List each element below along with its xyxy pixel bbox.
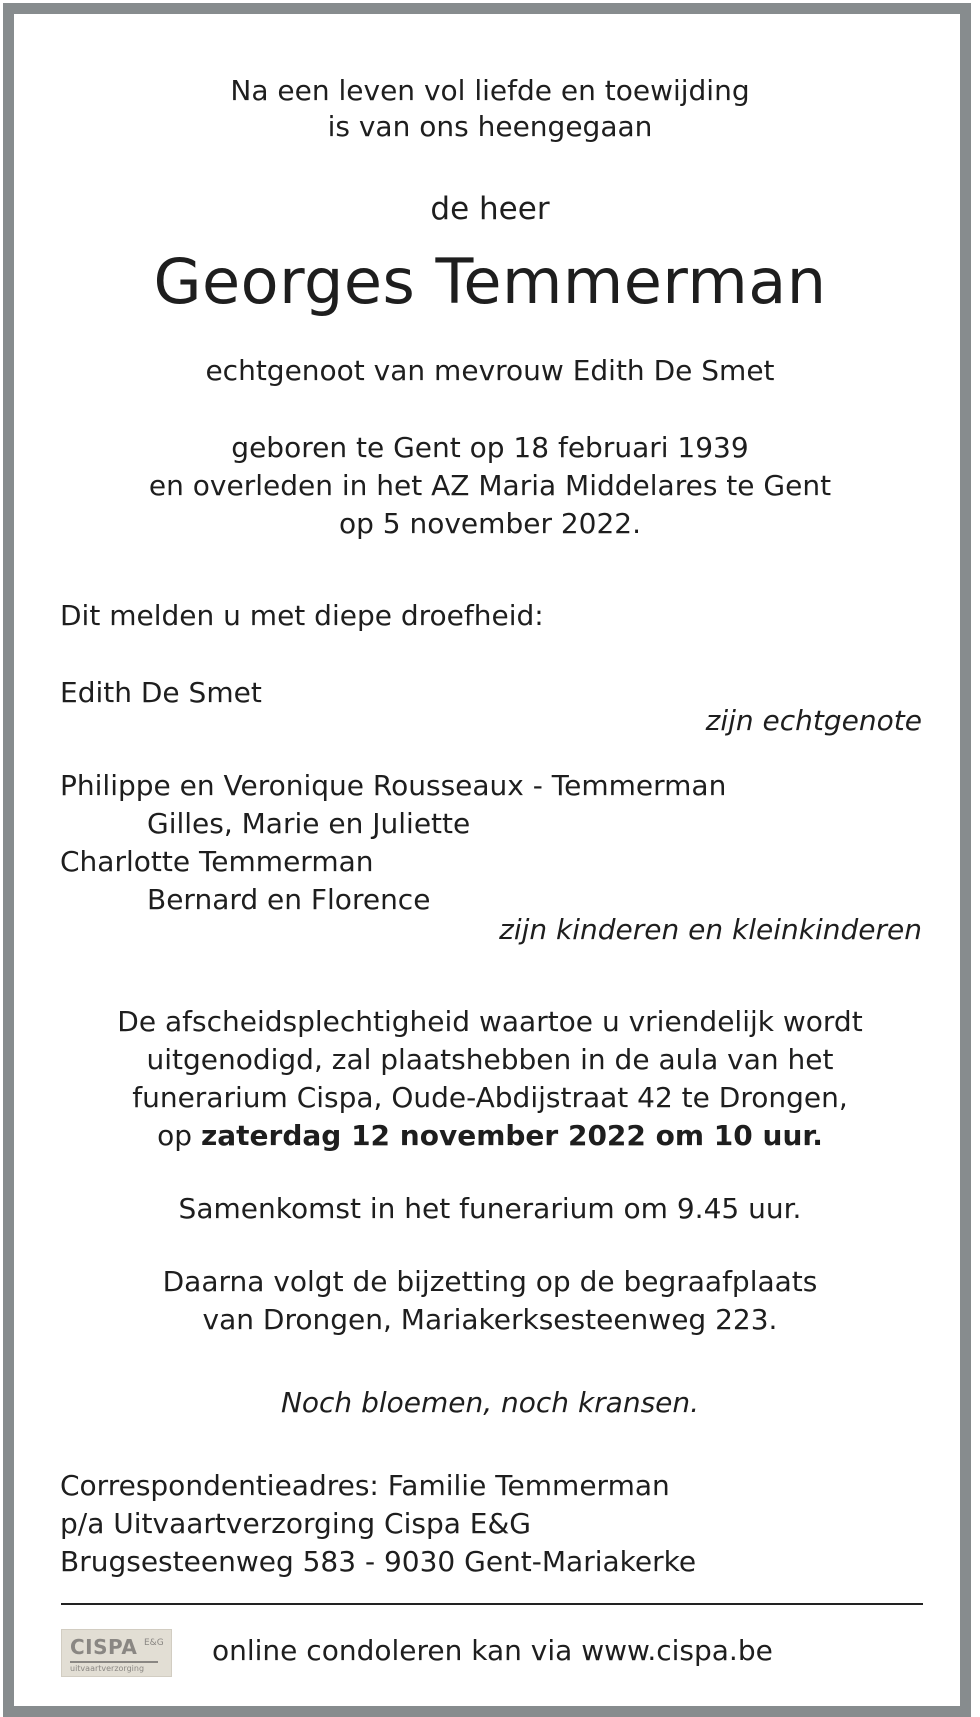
grandchildren-line-2: Bernard en Florence — [147, 883, 431, 916]
intro-line-2: is van ons heengegaan — [327, 110, 653, 143]
child-line-1: Philippe en Veronique Rousseaux - Temmerman — [60, 769, 727, 802]
death-line: en overleden in het AZ Maria Middelares te Gent — [148, 469, 832, 502]
spouse-relation: zijn echtgenote — [705, 704, 922, 737]
burial-line-2: van Drongen, Mariakerksesteenweg 223. — [202, 1303, 778, 1336]
grandchildren-line-1: Gilles, Marie en Juliette — [147, 807, 471, 840]
birth-line: geboren te Gent op 18 februari 1939 — [231, 431, 749, 464]
spouse-name: Edith De Smet — [60, 676, 262, 709]
correspondence-line-1: Correspondentieadres: Familie Temmerman — [60, 1469, 670, 1502]
online-condolence-link[interactable]: online condoleren kan via www.cispa.be — [212, 1634, 773, 1667]
logo-bar — [70, 1661, 158, 1663]
announcement: Dit melden u met diepe droefheid: — [60, 599, 544, 632]
intro-line-1: Na een leven vol liefde en toewijding — [230, 74, 750, 107]
cispa-logo — [61, 1629, 172, 1677]
spouse-line: echtgenoot van mevrouw Edith De Smet — [205, 354, 775, 387]
burial-line-1: Daarna volgt de bijzetting op de begraafplaats — [162, 1265, 818, 1298]
death-date-line: op 5 november 2022. — [338, 507, 642, 540]
correspondence-line-2: p/a Uitvaartverzorging Cispa E&G — [60, 1507, 531, 1540]
logo-suffix: E&G — [144, 1638, 164, 1648]
ceremony-date-prefix: op — [157, 1119, 201, 1152]
ceremony-line-1: De afscheidsplechtigheid waartoe u vriendelijk wordt — [117, 1005, 863, 1038]
gathering-line: Samenkomst in het funerarium om 9.45 uur. — [178, 1192, 802, 1225]
children-relation: zijn kinderen en kleinkinderen — [499, 913, 922, 946]
ceremony-line-2: uitgenodigd, zal plaatshebben in de aula van het — [146, 1043, 834, 1076]
ceremony-line-3: funerarium Cispa, Oude-Abdijstraat 42 te Drongen, — [132, 1081, 848, 1114]
logo-wordmark: CISPA — [70, 1635, 138, 1659]
correspondence-line-3: Brugsesteenweg 583 - 9030 Gent-Mariakerke — [60, 1545, 697, 1578]
child-line-2: Charlotte Temmerman — [60, 845, 374, 878]
ceremony-date-line — [0, 1117, 980, 1155]
logo-tagline: uitvaartverzorging — [70, 1664, 145, 1673]
ceremony-date: zaterdag 12 november 2022 om 10 uur. — [200, 1119, 823, 1152]
title-prefix: de heer — [430, 191, 550, 227]
divider — [61, 1603, 923, 1605]
deceased-name: Georges Temmerman — [153, 245, 827, 318]
flowers-note: Noch bloemen, noch kransen. — [280, 1386, 700, 1419]
